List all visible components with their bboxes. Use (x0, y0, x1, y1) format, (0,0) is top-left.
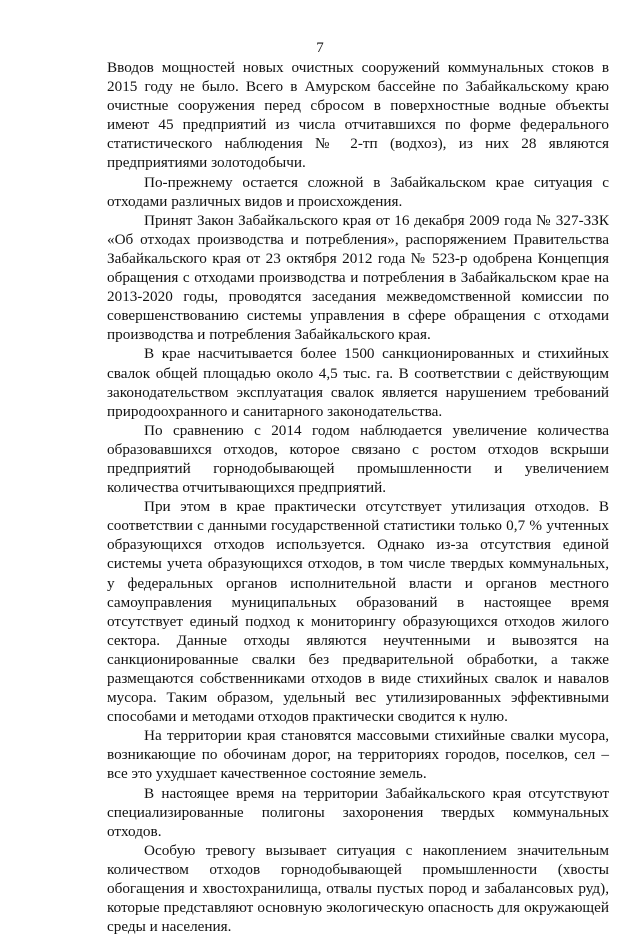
paragraph-waste-growth: По сравнению с 2014 годом наблюдается увеличение количества образовавшихся отходов, которое связано с ростом отходов вскрыши предприятий горнодобывающей промышленности и увеличением количества отчитывающихся предприятий. (107, 421, 609, 497)
paragraph-landfill-count: В крае насчитывается более 1500 санкционированных и стихийных свалок общей площадью около 4,5 тыс. га. В соответствии с действующим законодательством эксплуатация свалок является нарушением требований природоохранного и санитарного законодательства. (107, 345, 609, 420)
paragraph-waste-situation: По-прежнему остается сложной в Забайкальском крае ситуация с отходами различных видов и происхождения. (107, 173, 609, 210)
page-number: 7 (316, 40, 324, 56)
paragraph-treatment-facilities: Вводов мощностей новых очистных сооружений коммунальных стоков в 2015 году не было. Всего в Амурском бассейне по Забайкальскому краю очистные сооружения перед сбросом в поверхностные водные объекты имеют 45 предприятий из числа отчитавшихся по форме федерального статистического наблюдения № 2-тп (водхоз), из них 28 являются предприятиями золотодобычи. (107, 59, 609, 172)
paragraph-waste-recycling: При этом в крае практически отсутствует утилизация отходов. В соответствии с данными государственной статистики только 0,7 % учтенных образующихся отходов используется. Однако из-за отсутствия единой системы учета образующихся отходов, в том числе твердых коммунальных, у федеральных органов исполнительной власти и органов местного самоуправления муниципальных образований в настоящее время отсутствует единый подход к мониторингу образующихся отходов жилого сектора. Данные отходы являются неучтенными и вывозятся на санкционированные свалки без предварительной обработки, а также размещаются собственниками отходов в виде стихийных свалок и навалов мусора. Таким образом, удельный вес утилизированных эффективными способами и методами отходов практически сводится к нулю. (107, 498, 609, 726)
paragraph-waste-law: Принят Закон Забайкальского края от 16 декабря 2009 года № 327-ЗЗК «Об отходах производства и потребления», распоряжением Правительства Забайкальского края от 23 октября 2012 года № 523-р одобрена Концепция обращения с отходами производства и потребления в Забайкальском крае на 2013-2020 годы, проводятся заседания межведомственной комиссии по совершенствованию системы управления в сфере обращения с отходами производства и потребления Забайкальского края. (107, 211, 609, 344)
body-text (107, 58, 609, 936)
paragraph-no-landfills: В настоящее время на территории Забайкальского края отсутствуют специализированные полигоны захоронения твердых коммунальных отходов. (107, 784, 609, 840)
paragraph-illegal-dumps: На территории края становятся массовыми стихийные свалки мусора, возникающие по обочинам дорог, на территориях городов, поселков, сел – все это ухудшает качественное состояние земель. (107, 727, 609, 783)
paragraph-mining-waste: Особую тревогу вызывает ситуация с накоплением значительным количеством отходов горнодобывающей промышленности (хвосты обогащения и хвостохранилища, отвалы пустых пород и забалансовых руд), которые представляют основную экологическую опасность для окружающей среды и населения. (107, 841, 609, 936)
